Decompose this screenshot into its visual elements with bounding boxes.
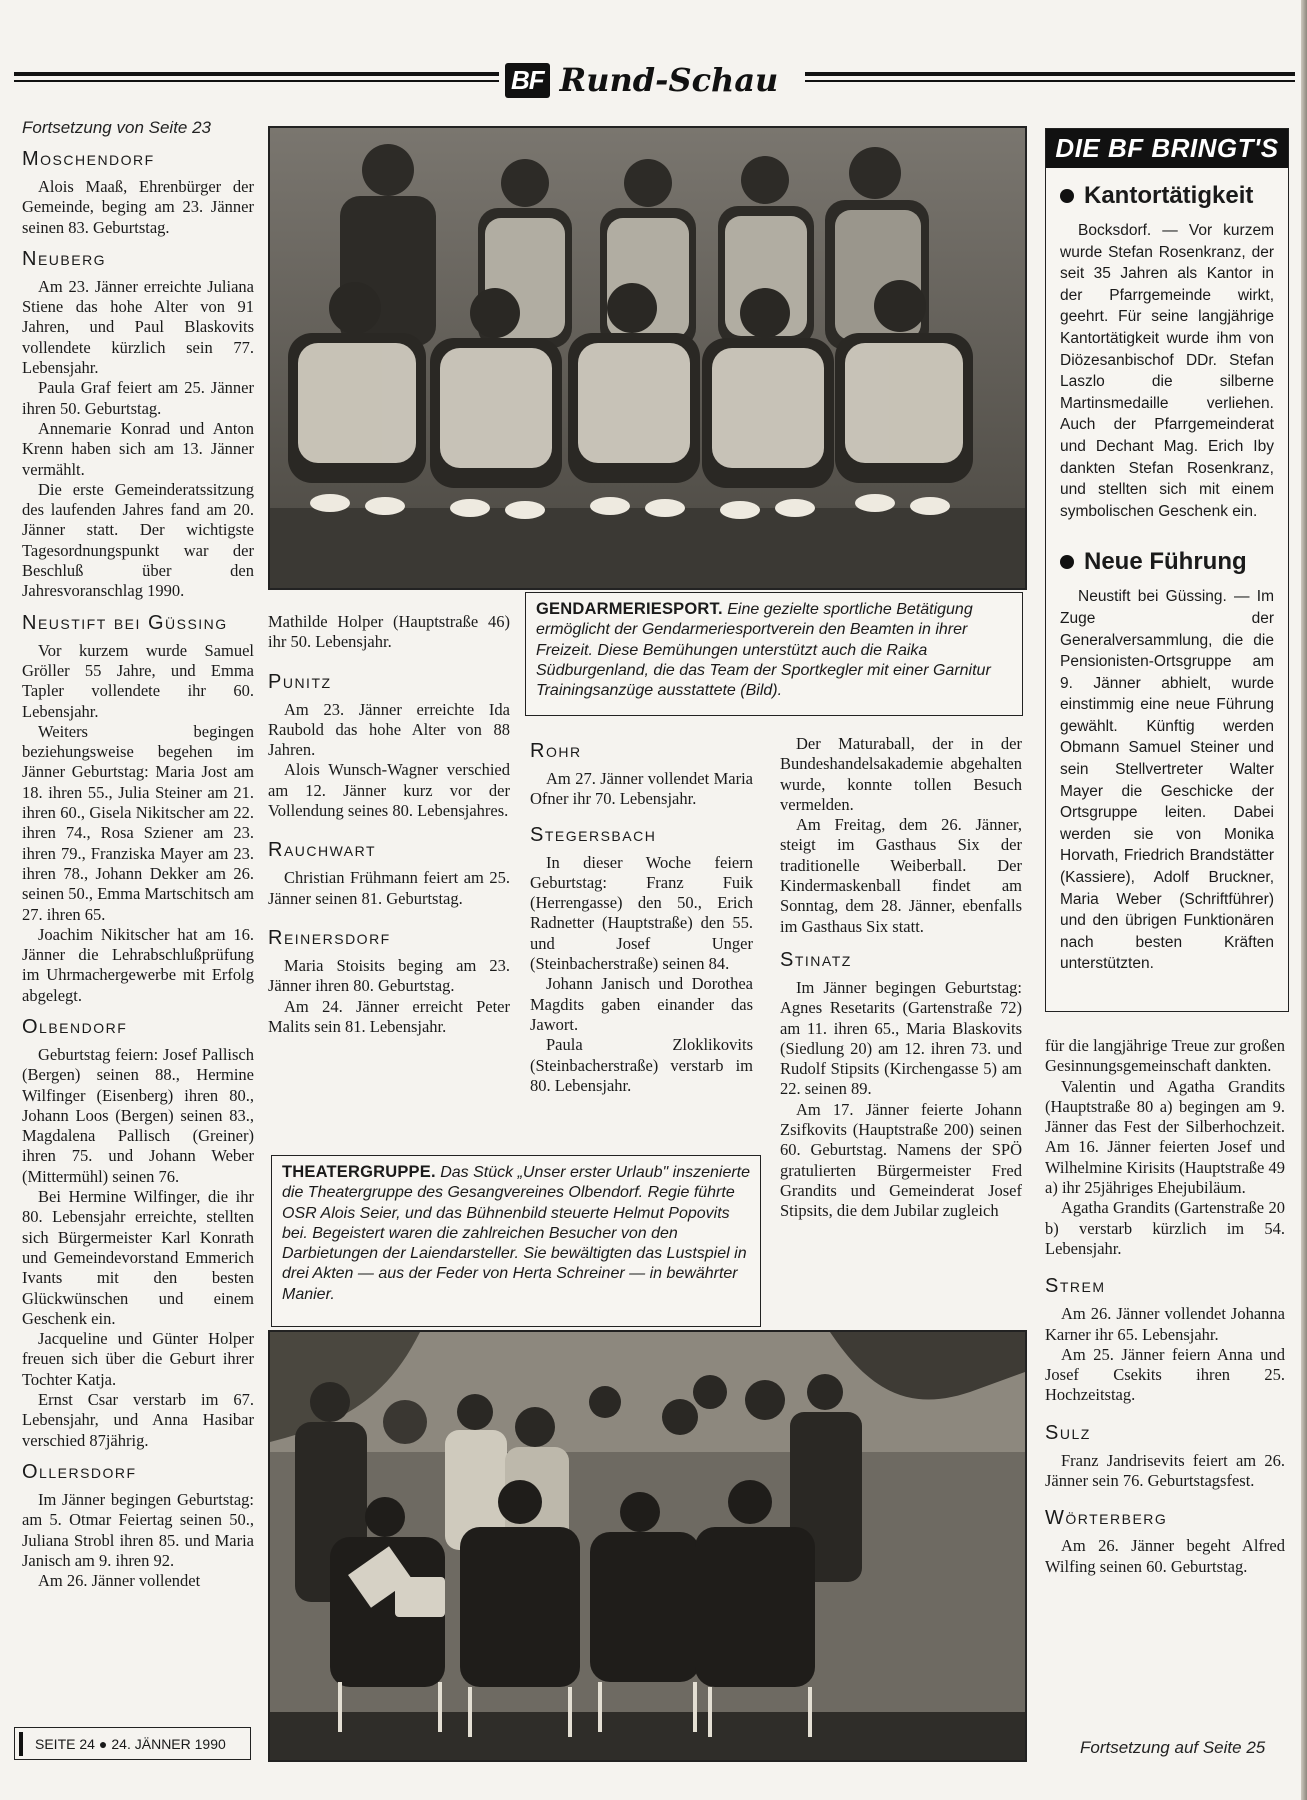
sidebar-text: Bocksdorf. — Vor kurzem wurde Stefan Rosenkranz, der seit 35 Jahren als Kantor in der Pfarrgemeinde wirkt, geehrt. Für seine langjährige Kantortätigkeit wurde ihm von Diözesanbischof DDr. Stefan Laszlo die silberne Martinsmedaille verliehen. Auch der Pfarrgemeinderat und Dechant Mag. Erich Iby dankten Stefan Rosenkranz, und stellten sich mit einem symbolischen Geschenk ein.	[1060, 222, 1274, 520]
article-text: Christian Frühmann feiert am 25. Jänner seinen 81. Geburtstag.	[268, 868, 510, 908]
article-text: Am 24. Jänner erreicht Peter Malits sein 81. Lebensjahr.	[268, 996, 510, 1036]
section-title: Rund-Schau	[559, 61, 779, 99]
article-text: Am 17. Jänner feierte Johann Zsifkovits (Hauptstraße 200) seinen 60. Geburtstag. Namens der SPÖ gratulierten Bürgermeister Fred Grandits und Gemeinderat Josef Stipsits, die dem Jubilar zugleich	[780, 1099, 1022, 1221]
article-text: Im Jänner begingen Geburtstag: am 5. Otmar Feiertag seinen 50., Juliana Strobl ihren 85. und Maria Janisch am 9. ihren 92.	[22, 1489, 254, 1570]
article-text: In dieser Woche feiern Geburtstag: Franz Fuik (Herrengasse) den 50., Erich Radnetter (Hauptstraße) den 55. und Josef Unger (Steinbacherstraße) seinen 84.	[530, 852, 753, 974]
issue-date: 24. JÄNNER 1990	[111, 1735, 226, 1752]
footer-bar	[19, 1732, 23, 1756]
footer-bullet-icon: ●	[98, 1735, 108, 1752]
photo-sports-team	[268, 126, 1027, 590]
heading-punitz: Punitz	[268, 670, 332, 693]
section-banner	[505, 58, 790, 102]
heading-rohr: Rohr	[530, 740, 582, 762]
article-text: Franz Jandrisevits feiert am 26. Jänner sein 76. Geburtstagsfest.	[1045, 1450, 1285, 1491]
header-rule-right-thin	[805, 80, 1295, 82]
page-number: SEITE 24	[35, 1735, 95, 1752]
article-text: Agatha Grandits (Gartenstraße 20 b) verstarb kürzlich im 54. Lebensjahr.	[1045, 1198, 1285, 1258]
heading-reinersdorf: Reinersdorf	[268, 926, 391, 949]
article-text: Joachim Nikitscher hat am 16. Jänner die Lehrabschlußprüfung im Uhrmachergewerbe mit Erfolg abgelegt.	[22, 924, 254, 1005]
column-2	[268, 612, 510, 1037]
caption-text: Eine gezielte sportliche Betätigung ermöglicht der Gendarmeriesportverein den Beamten in ihrer Freizeit. Diese Bemühungen unterstützt auch die Raika Südburgenland, die das Team der Sportkegler mit einer Garnitur Trainingsanzüge ausstattete (Bild).	[536, 601, 991, 700]
article-text: Geburtstag feiern: Josef Pallisch (Bergen) seinen 88., Hermine Wilfinger (Eisenberg) ihren 80., Johann Loos (Bergen) seinen 83., Magdalena Pallisch (Greiner) ihren 75. und Johann Weber (Mittermühl) seinen 76.	[22, 1044, 254, 1186]
heading-strem: Strem	[1045, 1275, 1106, 1298]
article-text: Bei Hermine Wilfinger, die ihr 80. Lebensjahr erreichte, stellten sich Bürgermeister Karl Konrath und Gemeindevorstand Emmerich Ivants mit den besten Glückwünschen und einem Geschenk ein.	[22, 1187, 254, 1328]
caption-text: Das Stück „Unser erster Urlaub" inszenierte die Theatergruppe des Gesangvereines Olbendorf. Regie führte OSR Alois Seier, und das Bühnenbild steuerte Helmut Popovits bei. Begeistert waren die zahlreichen Besucher von den Darbietungen der Laiendarsteller. Sie bewältigten das Lustspiel in drei Akten — aus der Feder von Herta Schreiner — in bewährter Manier.	[282, 1164, 751, 1303]
theater-group-image	[270, 1332, 1025, 1760]
continued-on: Fortsetzung auf Seite 25	[1080, 1738, 1266, 1757]
article-text: Jacqueline und Günter Holper freuen sich über die Geburt ihrer Tochter Katja.	[22, 1329, 254, 1389]
article-text: Am 23. Jänner erreichte Juliana Stiene das hohe Alter von 91 Jahren, und Paul Blaskovits vollendete kürzlich sein 77. Lebensjahr.	[22, 276, 254, 378]
article-text: Ernst Csar verstarb im 67. Lebensjahr, und Anna Hasibar verschied 87jährig.	[22, 1390, 254, 1450]
heading-woerterberg: Wörterberg	[1045, 1507, 1168, 1530]
article-text: Im Jänner begingen Geburtstag: Agnes Resetarits (Gartenstraße 72) am 11. ihren 65., Maria Blaskovits (Siedlung 20) am 12. ihren 73. und Rudolf Stipsits (Kirchengasse 5) am 22. seinen 89.	[780, 977, 1022, 1099]
heading-olbendorf: Olbendorf	[22, 1015, 128, 1038]
sidebar-text: Neustift bei Güssing. — Im Zuge der Generalversammlung, die die Pensionisten-Ortsgruppe am 9. Jänner abhielt, wurde einstimmig eine neue Führung gewählt. Künftig werden Obmann Samuel Steiner und sein Stellvertreter Walter Mayer die Geschicke der Ortsgruppe leiten. Dabei werden sie von Monika Horvath, Friedrich Brandstätter (Kassiere), Adolf Bruckner, Maria Weber (Schriftführer) und den übrigen Funktionären nach besten Kräften unterstützten.	[1060, 588, 1274, 973]
heading-neustift: Neustift bei Güssing	[22, 611, 228, 634]
bullet-icon	[1060, 189, 1074, 203]
article-text: Annemarie Konrad und Anton Krenn haben sich am 13. Jänner vermählt.	[22, 418, 254, 479]
article-text: Maria Stoisits beging am 23. Jänner ihren 80. Geburtstag.	[268, 955, 510, 996]
column-3	[530, 734, 753, 1096]
sidebar-heading-neue-fuehrung	[1060, 548, 1288, 576]
heading-sulz: Sulz	[1045, 1421, 1091, 1444]
article-text: Mathilde Holper (Hauptstraße 46) ihr 50. Lebensjahr.	[268, 612, 510, 652]
column-5	[1045, 1036, 1285, 1577]
article-text: Johann Janisch und Dorothea Magdits gaben einander das Jawort.	[530, 974, 753, 1034]
page-footer	[14, 1727, 251, 1760]
heading-rauchwart: Rauchwart	[268, 839, 377, 862]
article-text: Alois Wunsch-Wagner verschied am 12. Jänner kurz vor der Vollendung seines 80. Lebensjahres.	[268, 760, 510, 821]
article-text: Am 27. Jänner vollendet Maria Ofner ihr 70. Lebensjahr.	[530, 769, 753, 809]
heading-ollersdorf: Ollersdorf	[22, 1460, 137, 1483]
article-text: Weiters begingen beziehungsweise begehen im Jänner Geburtstag: Maria Jost am 18. ihren 55., Julia Steiner am 21. ihren 60., Gisela Nikitscher am 22. ihren 74., Rosa Sziener am 23. ihren 79., Franziska Mayer am 23. ihren 78., Johann Dekker am 26. seinen 50., Emma Martschitsch am 27. ihren 65.	[22, 721, 254, 924]
article-text: Vor kurzem wurde Samuel Gröller 55 Jahre, und Emma Tapler vollendete ihr 60. Lebensjahr.	[22, 640, 254, 721]
article-text: Am 26. Jänner begeht Alfred Wilfing seinen 60. Geburtstag.	[1045, 1536, 1285, 1576]
header-rule-left-thin	[14, 80, 499, 82]
bf-logo: BF	[505, 63, 550, 98]
caption-title: THEATERGRUPPE.	[282, 1163, 436, 1181]
caption-theatergruppe	[271, 1155, 761, 1327]
sidebar-heading-text: Kantortätigkeit	[1084, 182, 1254, 209]
article-text: Am 26. Jänner vollendet Johanna Karner ihr 65. Lebensjahr.	[1045, 1304, 1285, 1344]
article-text: Paula Graf feiert am 25. Jänner ihren 50. Geburtstag.	[22, 378, 254, 418]
sidebar-heading-kantortaetigkeit	[1060, 182, 1288, 210]
article-text: für die langjährige Treue zur großen Gesinnungsgemeinschaft dankten.	[1045, 1036, 1285, 1076]
header-rule-right	[805, 72, 1295, 76]
heading-stegersbach: Stegersbach	[530, 823, 657, 846]
continued-from: Fortsetzung von Seite 23	[22, 118, 212, 137]
caption-gendarmeriesport	[525, 592, 1023, 716]
column-1	[22, 118, 254, 1591]
sidebar-title: DIE BF BRINGT'S	[1046, 129, 1288, 168]
heading-neuberg: Neuberg	[22, 247, 107, 270]
page-edge	[1301, 0, 1307, 1800]
article-text: Am 23. Jänner erreichte Ida Raubold das hohe Alter von 88 Jahren.	[268, 699, 510, 760]
bullet-icon	[1060, 555, 1074, 569]
article-text: Am Freitag, dem 26. Jänner, steigt im Gasthaus Six der traditionelle Weiberball. Der Kindermaskenball findet am Sonntag, dem 28. Jänner, ebenfalls im Gasthaus Six statt.	[780, 815, 1022, 936]
caption-title: GENDARMERIESPORT.	[536, 600, 723, 618]
article-text: Am 26. Jänner vollendet	[38, 1571, 201, 1591]
heading-moschendorf: Moschendorf	[22, 148, 155, 170]
article-text: Valentin und Agatha Grandits (Hauptstraße 80 a) begingen am 9. Jänner das Fest der Silberhochzeit. Am 16. Jänner feierten Josef und Wilhelmine Kirisits (Hauptstraße 49 a) ihr 25jähriges Ehejubiläum.	[1045, 1076, 1285, 1198]
article-text: Die erste Gemeinderatssitzung des laufenden Jahres fand am 20. Jänner statt. Der wichtigste Tagesordnungspunkt war der Beschluß über den Jahresvoranschlag 1990.	[22, 479, 254, 601]
heading-stinatz: Stinatz	[780, 948, 852, 971]
column-4	[780, 734, 1022, 1222]
article-text: Alois Maaß, Ehrenbürger der Gemeinde, beging am 23. Jänner seinen 83. Geburtstag.	[22, 177, 254, 237]
article-text: Am 25. Jänner feiern Anna und Josef Csekits ihren 25. Hochzeitstag.	[1045, 1344, 1285, 1405]
sports-team-image	[270, 128, 1025, 588]
sidebar-die-bf-bringts	[1045, 128, 1289, 1012]
photo-theater-group	[268, 1330, 1027, 1762]
article-text: Paula Zloklikovits (Steinbacherstraße) verstarb im 80. Lebensjahr.	[530, 1035, 753, 1095]
article-text: Der Maturaball, der in der Bundeshandelsakademie abgehalten wurde, konnte tollen Besuch vermelden.	[780, 734, 1022, 814]
header-rule-left	[14, 72, 499, 76]
sidebar-heading-text: Neue Führung	[1084, 548, 1247, 576]
